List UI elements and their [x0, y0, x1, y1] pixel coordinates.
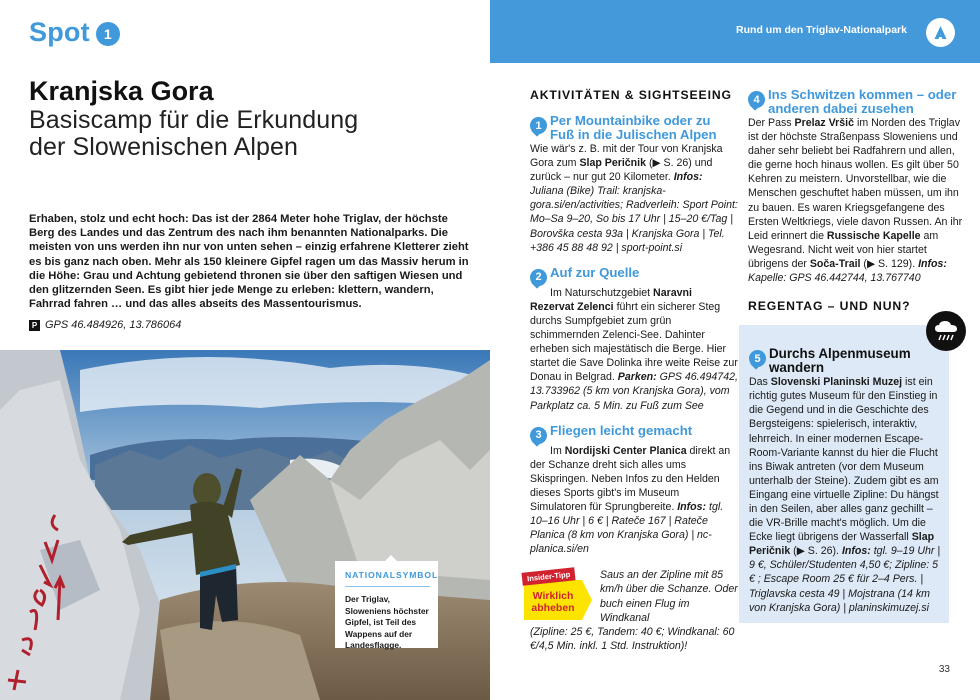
parking-gps	[29, 319, 181, 331]
callout-title: NATIONALSYMBOL	[345, 570, 430, 587]
page-subtitle-line2: der Slowenischen Alpen	[29, 133, 299, 161]
map-pin-1-icon: 1	[530, 117, 547, 134]
activity-title-2: Auf zur Quelle	[550, 264, 640, 280]
activity-item-3	[530, 424, 738, 557]
map-pin-4-icon: 4	[748, 91, 765, 108]
column-left	[526, 88, 738, 668]
intro-paragraph: Erhaben, stolz und echt hoch: Das ist der 2864 Meter hohe Triglav, der höchste Berg des Landes und das Zentrum des nach ihm benannten Nationalparks. Die meisten von uns werden ihn nur von unten sehen – einzig erfahrene Kletterer zieht es bis ganz nach oben. Mehr als 150 kleinere Gipfel ragen um das Massiv herum in die Höhe: Grau und Achtung gebietend thronen sie über den saftigen Wiesen und den glitzernden Seen. Es gibt hier jede Menge zu erleben: klettern, wandern, Fahrrad fahren … und das alles abseits des Massentourismus.	[29, 213, 469, 311]
rainy-day-text: Das Slovenski Planinski Muzej ist ein richtig gutes Museum für den Einstieg in die Gegend und in die Geschichte des Bergsteigens: spielerisch, interaktiv, lehrreich. In einer modernen Escape-Room-Variante kannst du hier die Flucht ins Biwak antreten (vor dem Museum unterhalb der Steine). Zudem gibt es am Eingang eine virtuelle Zipline: Du hängst in den Seilen, aber alles ganz gechillt – die VR-Brille macht's möglich. Um die Ecke liegt übrigens der Wasserfall Slap Peričnik (▶ S. 26). Infos: tgl. 9–19 Uhr | 9 €, Schüler/Studenten 4,50 €; Zipline: 5 € ; Escape Room 25 € für 2–4 Pers. | Triglavska cesta 49 | Mojstrana (14 km von Kranjska Gora) | planinskimuzej.si	[749, 376, 941, 614]
activity-text-2: Im Naturschutzgebiet Naravni Rezervat Zelenci führt ein sicherer Steg durchs Sumpfgebiet zum grün schimmernden Zelenci-See. Dahinter erheben sich majestätisch die Berge. Hier startet die Save Dolinka ihre weite Reise zur Donau in Belgrad. Parken: GPS 46.494742, 13.733962 (5 km von Kranjska Gora), vom Parkplatz ca. 5 Min. zu Fuß zum See	[530, 286, 738, 412]
page-title-block	[29, 75, 469, 161]
insider-tip-label: Insider-Tipp	[521, 568, 575, 587]
insider-tip-text: Saus an der Zipline mit 85 km/h über die Schanze. Oder buch einen Flug im Windkanal (Zipline: 25 €, Tandem: 40 €; Windkanal: 60 €/4,5 Min. inkl. 1 Std. Instruktion)!	[530, 569, 738, 652]
map-pin-3-icon: 3	[530, 427, 547, 444]
activity-item-1	[530, 114, 738, 255]
activity-title-1: Per Mountainbike oder zu Fuß in die Julischen Alpen	[550, 113, 717, 142]
spot-header	[29, 17, 120, 48]
gps-coordinates: GPS 46.484926, 13.786064	[45, 319, 182, 331]
chapter-a-badge-icon	[926, 18, 955, 47]
spot-number-badge: 1	[96, 22, 120, 46]
activity-text-3: Im Nordijski Center Planica direkt an der Schanze dreht sich alles ums Skispringen. Neben Infos zu den Helden dieses Sports gibt's im Museum Simulatoren für Sprungbereite. Infos: tgl. 10–16 Uhr | 6 € | Rateče 167 | Rateče Planica (8 km von Kranjska Gora) | nc-planica.si/en	[530, 444, 731, 556]
chapter-title: Rund um den Triglav-Nationalpark	[736, 24, 907, 36]
rain-cloud-icon	[926, 311, 966, 351]
activity-title-3: Fliegen leicht gemacht	[550, 422, 693, 438]
nationalsymbol-callout	[335, 561, 439, 651]
rainy-day-title: Durchs Alpenmuseum wandern	[769, 346, 911, 376]
activity-text-4: Der Pass Prelaz Vršič im Norden des Triglav ist der höchste Straßenpass Sloweniens und daher sehr beliebt bei Radfahrern und allen, die gerne hoch hinaus wollen. Es gilt über 50 Kehren zu meistern. Unvorstellbar, wie die Menschen geschuftet haben müssen, um ihn zu bauen. Es waren Kriegsgefangene des Ersten Weltkriegs, viele davon Russen. An ihr Leid erinnert die Russische Kapelle am Wegesrand. Nicht weit von hier startet übrigens der Soča-Trail (▶ S. 129). Infos: Kapelle: GPS 46.442744, 13.767740	[748, 117, 963, 285]
page-title: Kranjska Gora	[29, 76, 214, 106]
activity-item-4	[748, 88, 970, 285]
section-heading-activities: AKTIVITÄTEN & SIGHTSEEING	[530, 88, 732, 102]
section-heading-rainy-day: REGENTAG – UND NUN?	[748, 299, 911, 314]
column-right	[748, 88, 970, 623]
callout-text: Der Triglav, Sloweniens höchster Gipfel, ist Teil des Wappens auf der Landesflagge.	[345, 594, 429, 651]
right-page	[490, 0, 980, 700]
chapter-a-glyph-icon	[933, 25, 948, 40]
rainy-day-box	[739, 325, 949, 623]
map-pin-5-icon: 5	[749, 350, 766, 367]
activity-item-2	[530, 266, 738, 413]
page-number: 33	[938, 664, 950, 675]
activity-title-4: Ins Schwitzen kommen – oder anderen dabei zusehen	[768, 87, 957, 116]
insider-tip	[526, 568, 738, 668]
insider-tip-badge	[524, 570, 592, 624]
page-subtitle-line1: Basiscamp für die Erkundung	[29, 106, 359, 134]
spot-label: Spot	[29, 17, 90, 47]
map-pin-2-icon: 2	[530, 269, 547, 286]
parking-icon: P	[29, 320, 40, 331]
chapter-header-band	[490, 0, 980, 63]
activity-text-1: Wie wär's z. B. mit der Tour von Kranjska Gora zum Slap Peričnik (▶ S. 26) und zurück – nur gut 20 Kilometer. Infos: Juliana (Bike) Trail: kranjska-gora.si/en/activities; Radverleih: Sport Point: Mo–Sa 9–20, So bis 17 Uhr | 15–20 €/Tag | Borovška cesta 93a | Kranjska Gora | Tel. +386 45 88 48 92 | sport-point.si	[530, 143, 738, 254]
insider-tip-title: Wirklich abheben	[531, 590, 575, 615]
